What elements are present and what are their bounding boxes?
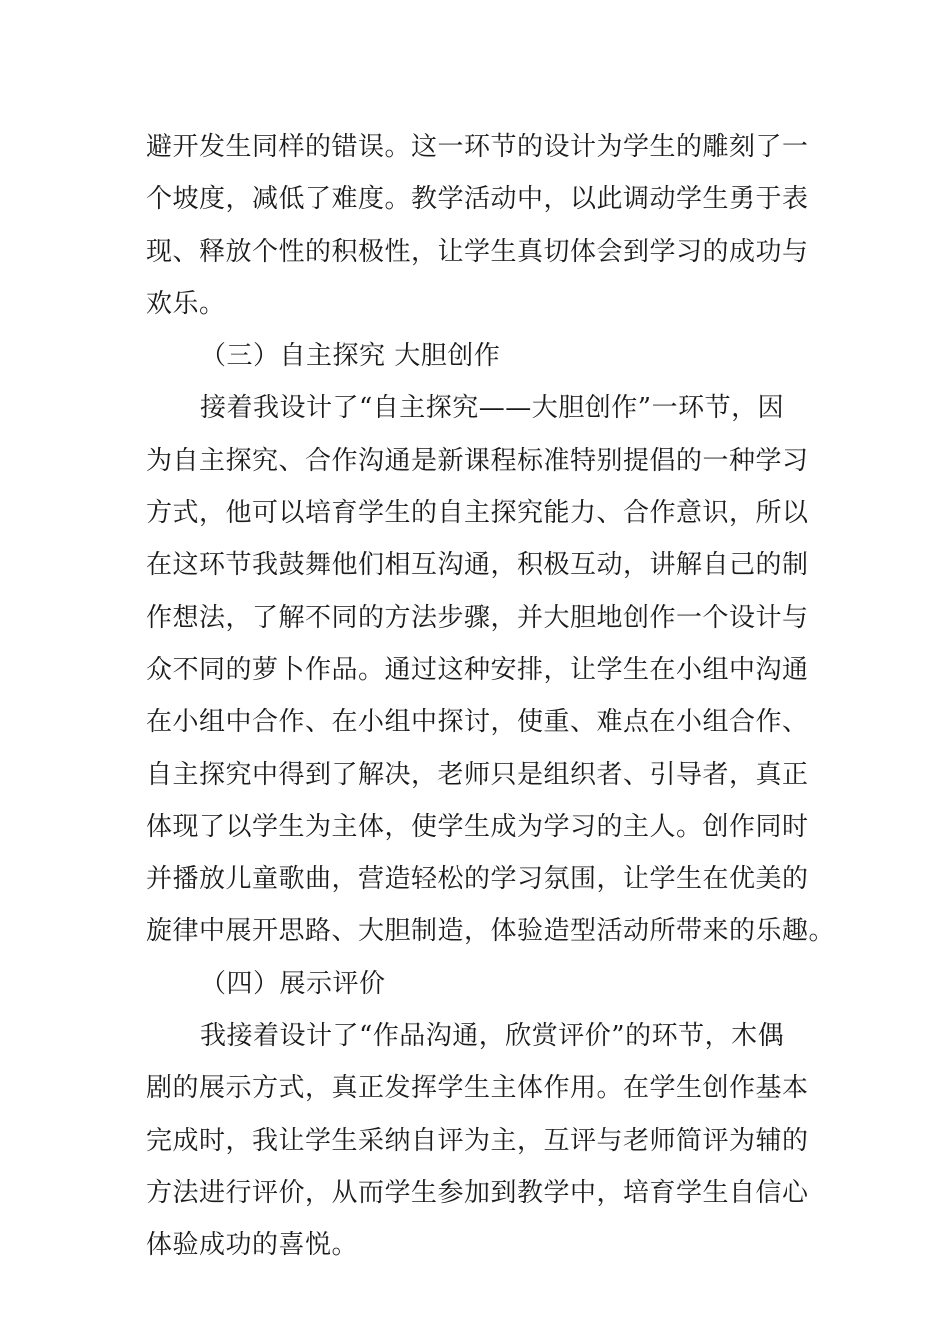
text-line: 剧的展示方式，真正发挥学生主体作用。在学生创作基本 <box>146 1073 809 1104</box>
text-line: 完成时，我让学生采纳自评为主，互评与老师简评为辅的 <box>146 1125 809 1156</box>
text-line: 避开发生同样的错误。这一环节的设计为学生的雕刻了一 <box>146 132 809 162</box>
text-line: 欢乐。 <box>146 288 226 319</box>
text-line: 众不同的萝卜作品。通过这种安排，让学生在小组中沟通 <box>146 654 809 685</box>
text-line: 作想法，了解不同的方法步骤，并大胆地创作一个设计与 <box>146 602 809 633</box>
text-line: 并播放儿童歌曲，营造轻松的学习氛围，让学生在优美的 <box>146 864 809 895</box>
document-body <box>146 121 836 1272</box>
text-line: 体验成功的喜悦。 <box>146 1230 359 1261</box>
section-heading-3: （三）自主探究 大胆创作 <box>200 341 501 372</box>
text-line: 在小组中合作、在小组中探讨，使重、难点在小组合作、 <box>146 707 809 738</box>
text-line: 方式，他可以培育学生的自主探究能力、合作意识，所以 <box>146 498 809 529</box>
section-heading-4: （四）展示评价 <box>200 968 386 999</box>
text-line: 自主探究中得到了解决，老师只是组织者、引导者，真正 <box>146 759 809 790</box>
text-line: 旋律中展开思路、大胆制造，体验造型活动所带来的乐趣。 <box>146 916 836 947</box>
text-line: 在这环节我鼓舞他们相互沟通，积极互动，讲解自己的制 <box>146 550 809 581</box>
text-line: 方法进行评价，从而学生参加到教学中，培育学生自信心 <box>146 1177 809 1208</box>
text-line: 我接着设计了“作品沟通，欣赏评价”的环节，木偶 <box>200 1021 785 1052</box>
text-line: 为自主探究、合作沟通是新课程标准特别提倡的一种学习 <box>146 445 809 476</box>
text-line: 接着我设计了“自主探究——大胆创作”一环节，因 <box>200 393 785 424</box>
text-line: 现、释放个性的积极性，让学生真切体会到学习的成功与 <box>146 236 809 267</box>
text-line: 体现了以学生为主体，使学生成为学习的主人。创作同时 <box>146 811 809 842</box>
text-line: 个坡度，减低了难度。教学活动中，以此调动学生勇于表 <box>146 184 809 215</box>
